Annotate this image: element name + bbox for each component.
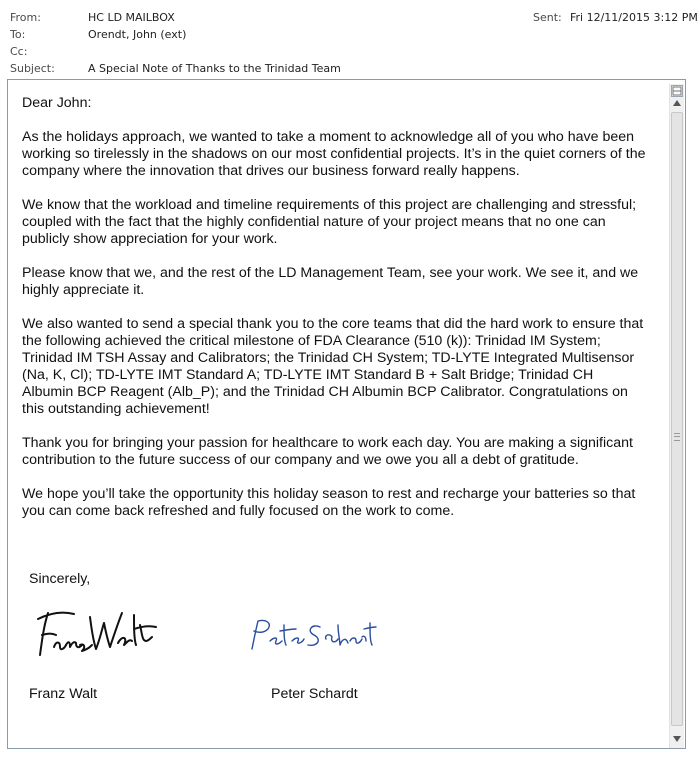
to-label: To:: [10, 28, 26, 41]
greeting: Dear John:: [22, 95, 92, 111]
bottom-margin: [0, 750, 699, 765]
cc-row: [0, 44, 699, 60]
paragraph-1: As the holidays approach, we wanted to take a moment to acknowledge all of you who have been working so tirelessly in the shadows on our most confidential projects. It’s in the quiet corners of the company where the innovation that drives our business forward really happens.: [22, 129, 646, 179]
scroll-up-arrow-icon[interactable]: [670, 98, 684, 110]
sent-value: Fri 12/11/2015 3:12 PM: [570, 11, 698, 24]
signer-name-peter-schardt: Peter Schardt: [271, 686, 358, 702]
sent-label: Sent:: [533, 11, 562, 24]
peter-schardt-signature-image: [246, 615, 378, 657]
scrollbar-thumb[interactable]: [671, 112, 683, 726]
paragraph-3: Please know that we, and the rest of the LD Management Team, see your work. We see it, and we highly appreciate it.: [22, 265, 639, 298]
from-value[interactable]: HC LD MAILBOX: [88, 11, 175, 24]
message-body: [22, 95, 647, 537]
split-view-icon[interactable]: [671, 85, 683, 97]
from-row: [0, 10, 699, 26]
paragraph-5: Thank you for bringing your passion for healthcare to work each day. You are making a significant contribution to the future success of our company and we owe you all a debt of gratitude.: [22, 435, 633, 468]
subject-label: Subject:: [10, 62, 55, 75]
franz-walt-signature-image: [30, 605, 160, 663]
paragraph-6: We hope you’ll take the opportunity this holiday season to rest and recharge your batteries so that you can come back refreshed and fully focused on the work to come.: [22, 486, 636, 519]
subject-value: A Special Note of Thanks to the Trinidad Team: [88, 62, 341, 75]
signer-name-franz-walt: Franz Walt: [29, 686, 98, 702]
paragraph-4: We also wanted to send a special thank you to the core teams that did the hard work to ensure that the following achieved the critical milestone of FDA Clearance (510 (k)): Trinidad IM System; Trinidad IM TSH Assay and Calibrators; the Trinidad CH System; TD-LYTE Integrated Multisensor (Na, K, Cl); TD-LYTE IMT Standard A; TD-LYTE IMT Standard B + Salt Bridge; Trinidad CH Albumin BCP Reagent (Alb_P); and the Trinidad CH Albumin BCP Calibrator. Congratulations on this outstanding achievement!: [22, 316, 644, 417]
paragraph-2: We know that the workload and timeline requirements of this project are challenging and stressful; coupled with the fact that the highly confidential nature of your project means that no one can publicly show appreciation for your work.: [22, 197, 637, 247]
closing: Sincerely,: [29, 571, 91, 587]
cc-label: Cc:: [10, 45, 28, 58]
from-label: From:: [10, 11, 41, 24]
email-header: [0, 0, 699, 80]
scrollbar-grip-icon: [674, 433, 680, 441]
scroll-down-arrow-icon[interactable]: [670, 734, 684, 746]
to-value[interactable]: Orendt, John (ext): [88, 28, 187, 41]
subject-row: [0, 61, 699, 77]
to-row: [0, 27, 699, 43]
vertical-scrollbar[interactable]: [669, 84, 684, 748]
